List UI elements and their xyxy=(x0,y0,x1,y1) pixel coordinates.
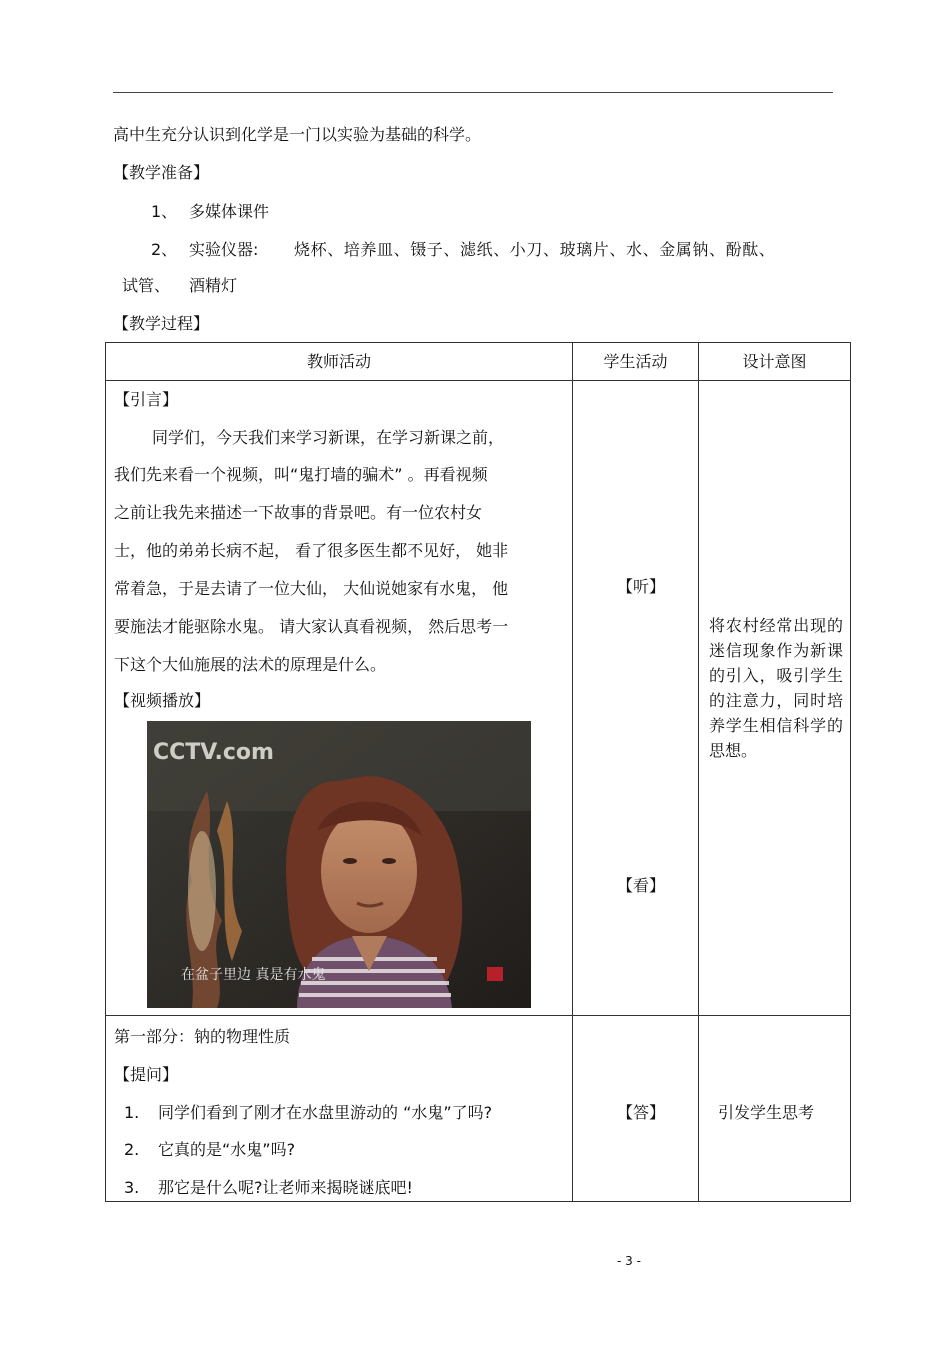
intro-line-5: 常着急，于是去请了一位大仙， 大仙说她家有水鬼， 他 xyxy=(114,579,509,598)
design-part1-text: 引发学生思考 xyxy=(718,1103,815,1122)
lesson-table xyxy=(105,342,851,1202)
header-rule xyxy=(113,92,833,93)
part1-title: 第一部分：钠的物理性质 xyxy=(114,1027,291,1046)
video-label: 【视频播放】 xyxy=(114,691,211,710)
prep-heading: 【教学准备】 xyxy=(113,163,210,182)
design-intro-text: 将农村经常出现的迷信现象作为新课的引入，吸引学生的注意力，同时培养学生相信科学的思想。 xyxy=(709,616,843,760)
question-1-text: 同学们看到了刚才在水盘里游动的 “水鬼”了吗? xyxy=(158,1103,493,1122)
table-row-part1 xyxy=(106,1016,851,1202)
student-listen: 【听】 xyxy=(617,577,666,596)
video-logo: CCTV.com xyxy=(153,740,274,765)
video-frame-illustration xyxy=(147,721,531,1008)
prep-item2-text: 烧杯、培养皿、镊子、滤纸、小刀、玻璃片、水、金属钠、酚酞、 xyxy=(294,240,776,259)
question-2-text: 它真的是“水鬼”吗? xyxy=(158,1140,296,1159)
intro-line-6: 要施法才能驱除水鬼。 请大家认真看视频， 然后思考一 xyxy=(114,617,509,636)
teacher-cell-part1 xyxy=(106,1016,573,1202)
header-student-activity: 学生活动 xyxy=(573,343,699,381)
question-3-text: 那它是什么呢?让老师来揭晓谜底吧! xyxy=(158,1178,413,1197)
student-answer: 【答】 xyxy=(617,1103,666,1122)
ask-heading: 【提问】 xyxy=(114,1065,179,1084)
teacher-cell-intro xyxy=(106,381,573,1016)
prep-item2-label: 实验仪器: xyxy=(189,240,259,259)
design-cell-intro xyxy=(699,381,851,1016)
video-still xyxy=(147,721,531,1008)
prep-item1-text: 多媒体课件 xyxy=(189,202,270,221)
header-design-intent: 设计意图 xyxy=(699,343,851,381)
intro-line: 高中生充分认识到化学是一门以实验为基础的科学。 xyxy=(113,125,482,144)
question-2-num: 2. xyxy=(124,1140,140,1159)
video-caption: 在盆子里边 真是有水鬼 xyxy=(181,967,326,983)
header-teacher-activity: 教师活动 xyxy=(106,343,573,381)
intro-line-1: 同学们，今天我们来学习新课，在学习新课之前， xyxy=(152,428,505,447)
intro-line-2: 我们先来看一个视频，叫“鬼打墙的骗术” 。再看视频 xyxy=(114,465,488,484)
question-1-num: 1. xyxy=(124,1103,140,1122)
intro-line-4: 士，他的弟弟长病不起， 看了很多医生都不见好， 她非 xyxy=(114,541,509,560)
prep-item2-cont2: 酒精灯 xyxy=(189,276,238,295)
student-cell-part1 xyxy=(573,1016,699,1202)
process-heading: 【教学过程】 xyxy=(113,314,210,333)
design-cell-part1 xyxy=(699,1016,851,1202)
student-cell-intro xyxy=(573,381,699,1016)
prep-item2-num: 2、 xyxy=(151,240,178,259)
question-3-num: 3. xyxy=(124,1178,140,1197)
intro-title: 【引言】 xyxy=(114,390,179,409)
prep-item1-num: 1、 xyxy=(151,202,178,221)
intro-line-3: 之前让我先来描述一下故事的背景吧。有一位农村女 xyxy=(114,503,483,522)
table-row-intro xyxy=(106,381,851,1016)
intro-line-7: 下这个大仙施展的法术的原理是什么。 xyxy=(114,655,387,674)
prep-item2-cont1: 试管、 xyxy=(122,276,171,295)
student-watch: 【看】 xyxy=(617,876,666,895)
table-header-row xyxy=(106,343,851,381)
page-number: - 3 - xyxy=(617,1254,641,1268)
